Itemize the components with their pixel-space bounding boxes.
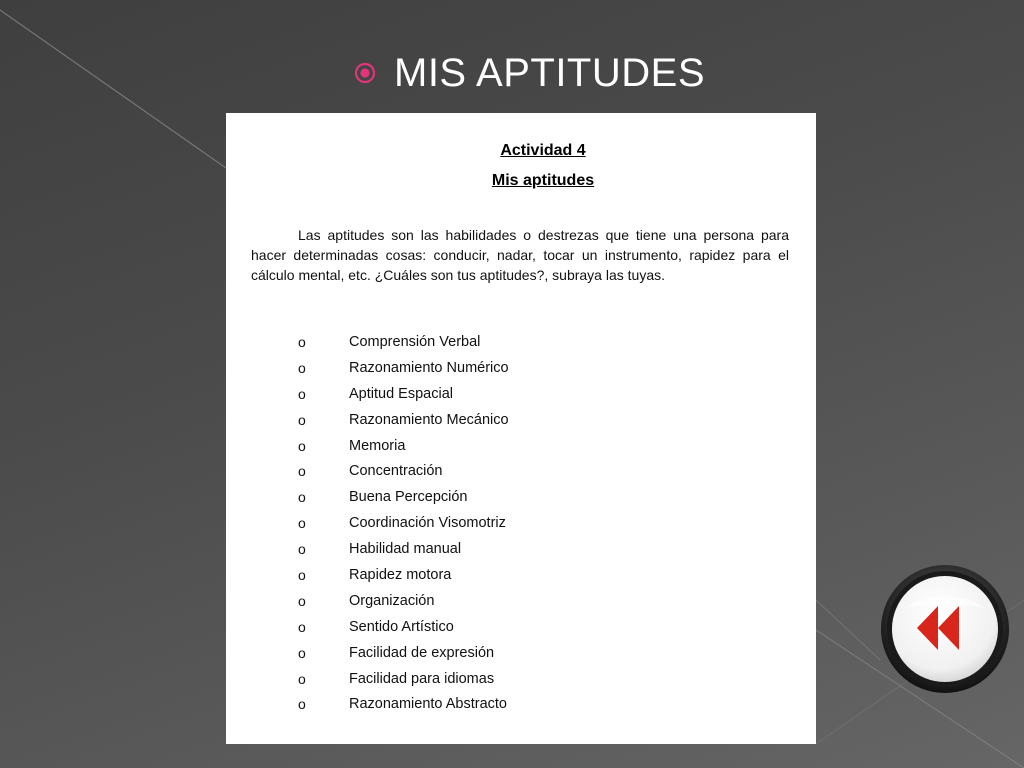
list-item xyxy=(298,640,509,666)
list-bullet: o xyxy=(298,489,306,506)
aptitude-label: Razonamiento Numérico xyxy=(349,359,509,376)
list-bullet: o xyxy=(298,411,306,428)
aptitude-label: Facilidad para idiomas xyxy=(349,670,495,687)
list-item xyxy=(298,588,509,614)
aptitude-label: Coordinación Visomotriz xyxy=(349,515,506,532)
list-bullet: o xyxy=(298,566,306,583)
list-bullet: o xyxy=(298,463,306,480)
aptitude-label: Sentido Artístico xyxy=(349,618,454,635)
list-item xyxy=(298,484,509,510)
list-bullet: o xyxy=(298,437,306,454)
aptitude-label: Razonamiento Abstracto xyxy=(349,696,507,713)
list-item xyxy=(298,381,509,407)
slide-title xyxy=(354,48,705,98)
aptitude-label: Memoria xyxy=(349,437,406,454)
back-button[interactable] xyxy=(878,562,1012,696)
list-bullet: o xyxy=(298,618,306,635)
radio-bullet-icon xyxy=(354,62,376,84)
list-bullet: o xyxy=(298,541,306,558)
list-bullet: o xyxy=(298,385,306,402)
list-item xyxy=(298,433,509,459)
list-item xyxy=(298,614,509,640)
document-paragraph: Las aptitudes son las habilidades o destrezas que tiene una persona para hacer determinadas cosas: conducir, nadar, tocar un instrumento, rapidez para el cálculo mental, etc. ¿Cuáles son tus aptitudes?, subraya las tuyas. xyxy=(251,227,789,283)
aptitude-label: Buena Percepción xyxy=(349,489,468,506)
aptitude-label: Organización xyxy=(349,592,435,609)
aptitude-label: Comprensión Verbal xyxy=(349,333,481,350)
list-item xyxy=(298,666,509,692)
list-bullet: o xyxy=(298,644,306,661)
list-bullet: o xyxy=(298,333,306,350)
list-item xyxy=(298,407,509,433)
aptitude-list xyxy=(298,329,509,717)
list-item xyxy=(298,355,509,381)
list-bullet: o xyxy=(298,515,306,532)
list-item xyxy=(298,691,509,717)
aptitude-label: Rapidez motora xyxy=(349,566,452,583)
list-bullet: o xyxy=(298,359,306,376)
aptitude-label: Aptitud Espacial xyxy=(349,385,453,402)
aptitude-label: Facilidad de expresión xyxy=(349,644,495,661)
aptitude-label: Habilidad manual xyxy=(349,541,462,558)
list-item xyxy=(298,329,509,355)
aptitude-label: Concentración xyxy=(349,463,443,480)
list-bullet: o xyxy=(298,670,306,687)
document-subheading: Mis aptitudes xyxy=(491,172,595,189)
list-item xyxy=(298,562,509,588)
aptitude-label: Razonamiento Mecánico xyxy=(349,411,509,428)
list-bullet: o xyxy=(298,696,306,713)
document-heading: Actividad 4 xyxy=(500,142,586,159)
list-item xyxy=(298,458,509,484)
activity-document xyxy=(226,113,816,744)
list-item xyxy=(298,510,509,536)
list-item xyxy=(298,536,509,562)
list-bullet: o xyxy=(298,592,306,609)
page-title: MIS APTITUDES xyxy=(394,50,705,95)
